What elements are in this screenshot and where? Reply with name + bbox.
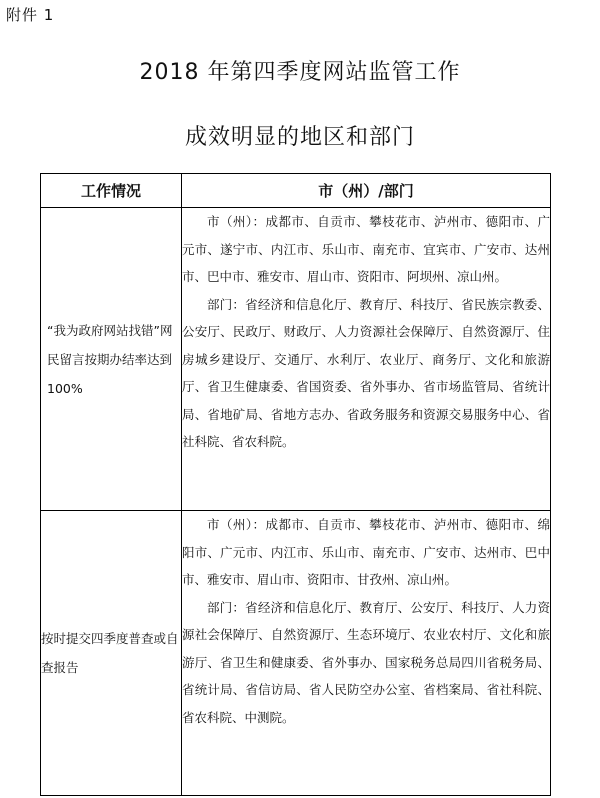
- cities-paragraph: 市（州）：成都市、自贡市、攀枝花市、泸州市、德阳市、绵阳市、广元市、内江市、乐山市、南充市、广安市、达州市、巴中市、雅安市、眉山市、资阳市、甘孜州、凉山州。: [182, 517, 550, 587]
- results-table: [40, 173, 551, 796]
- document-title-line-1: 2018 年第四季度网站监管工作: [139, 60, 461, 85]
- work-item-text: “我为政府网站找错”网民留言按期办结率达到 100%: [47, 322, 173, 396]
- regions-cell: [182, 511, 551, 796]
- departments-paragraph: 部门：省经济和信息化厅、教育厅、科技厅、省民族宗教委、公安厅、民政厅、财政厅、人力资源社会保障厅、自然资源厅、住房城乡建设厅、交通厅、水利厅、农业厅、商务厅、文化和旅游厅、省卫生健康委、省国资委、省外事办、省市场监管局、省统计局、省地矿局、省地方志办、省政务服务和资源交易服务中心、省社科院、省农科院。: [182, 296, 550, 449]
- attachment-label: 附件 1: [6, 6, 55, 24]
- table-row: [41, 208, 551, 511]
- regions-cell: [182, 208, 551, 511]
- work-item-text: 按时提交四季度普查或自查报告: [41, 631, 179, 675]
- work-item-cell: [41, 511, 182, 796]
- departments-paragraph: 部门：省经济和信息化厅、教育厅、公安厅、科技厅、人力资源社会保障厅、自然资源厅、生态环境厅、农业农村厅、文化和旅游厅、省卫生和健康委、省外事办、国家税务总局四川省税务局、省统计局、省信访局、省人民防空办公室、省档案局、省社科院、省农科院、中测院。: [182, 599, 550, 725]
- table-header-row: [41, 174, 551, 208]
- column-header-regions: 市（州）/部门: [182, 174, 551, 208]
- document-title-line-2: 成效明显的地区和部门: [184, 125, 415, 150]
- work-item-cell: [41, 208, 182, 511]
- table-row: [41, 511, 551, 796]
- cities-paragraph: 市（州）：成都市、自贡市、攀枝花市、泸州市、德阳市、广元市、遂宁市、内江市、乐山市、南充市、宜宾市、广安市、达州市、巴中市、雅安市、眉山市、资阳市、阿坝州、凉山州。: [182, 214, 550, 284]
- column-header-work-item: 工作情况: [41, 174, 182, 208]
